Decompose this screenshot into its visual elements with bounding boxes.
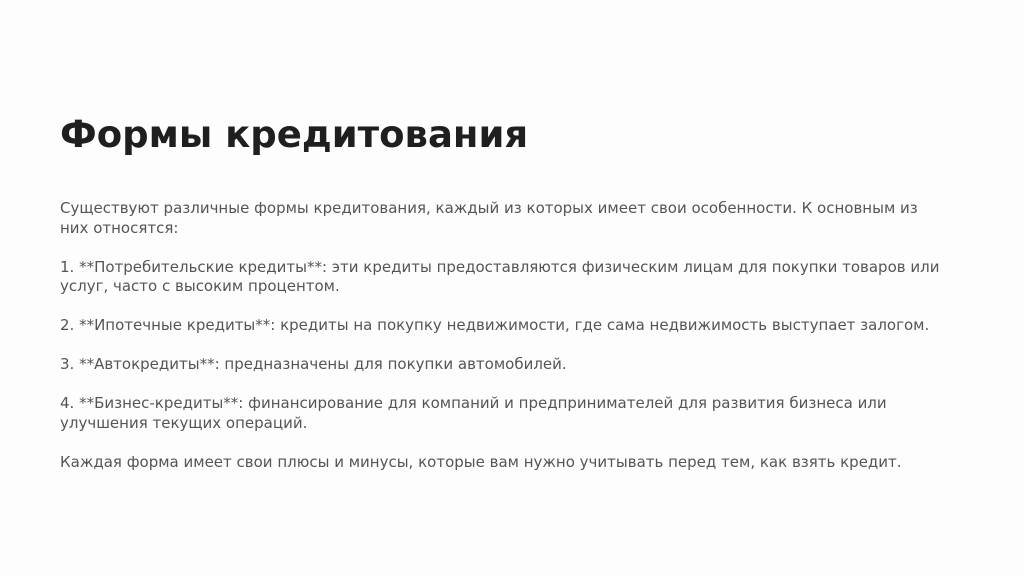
slide-body (60, 199, 940, 472)
slide-title: Формы кредитования (60, 113, 529, 156)
list-item-business-loans: 4. **Бизнес-кредиты**: финансирование для компаний и предпринимателей для развития бизнеса или улучшения текущих операций. (60, 394, 887, 432)
list-item-consumer-loans: 1. **Потребительские кредиты**: эти кредиты предоставляются физическим лицам для покупки товаров или услуг, часто с высоким процентом. (60, 257, 940, 295)
list-item-auto-loans: 3. **Автокредиты**: предназначены для покупки автомобилей. (60, 355, 567, 373)
intro-paragraph: Существуют различные формы кредитования, каждый из которых имеет свои особенности. К основным из них относятся: (60, 199, 918, 237)
conclusion-paragraph: Каждая форма имеет свои плюсы и минусы, которые вам нужно учитывать перед тем, как взять кредит. (60, 452, 902, 471)
list-item-mortgage-loans: 2. **Ипотечные кредиты**: кредиты на покупку недвижимости, где сама недвижимость выступает залогом. (60, 316, 930, 334)
